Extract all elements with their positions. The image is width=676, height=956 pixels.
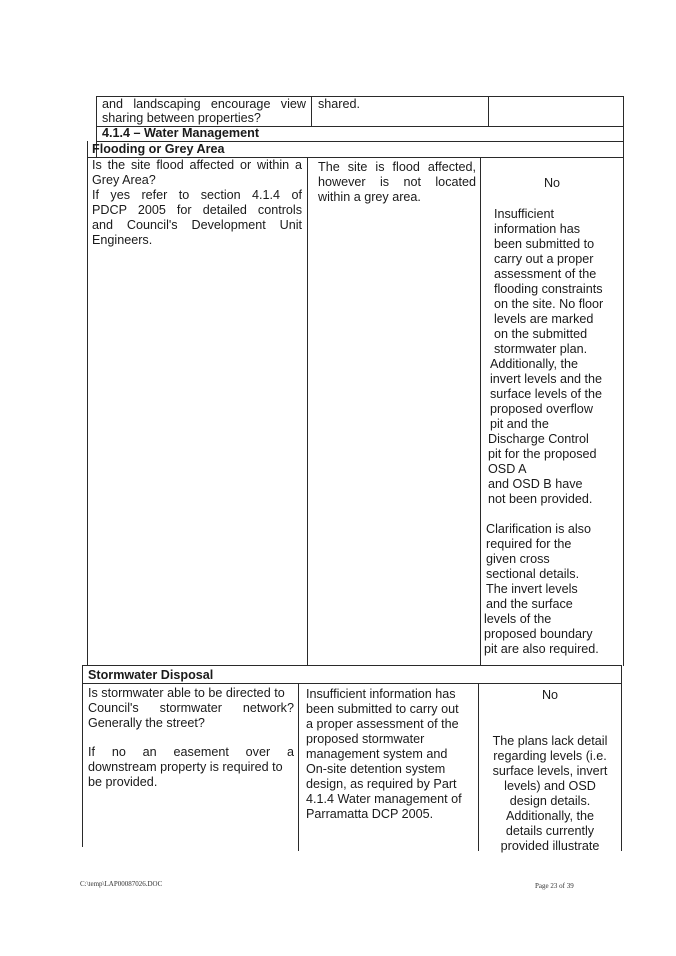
flooding-compliance: No bbox=[543, 176, 561, 190]
table-border bbox=[307, 157, 308, 665]
stormwater-question-line: Generally the street? bbox=[88, 716, 205, 730]
top-row-question-line: sharing between properties? bbox=[102, 111, 261, 125]
table-border bbox=[488, 96, 489, 127]
stormwater-response-line: On-site detention system bbox=[306, 762, 446, 776]
flooding-comment-line: flooding constraints bbox=[494, 282, 603, 296]
stormwater-comment-line: Additionally, the bbox=[506, 809, 594, 823]
flooding-comment-line: levels of the bbox=[484, 612, 552, 626]
flooding-comment-line: Additionally, the bbox=[490, 357, 578, 371]
flooding-comment-line: assessment of the bbox=[494, 267, 597, 281]
flooding-comment-line: required for the bbox=[486, 537, 572, 551]
stormwater-comment-line: details currently bbox=[505, 824, 595, 838]
flooding-question-line: and Council's Development Unit bbox=[92, 218, 302, 232]
flooding-comment-line: been submitted to bbox=[494, 237, 595, 251]
flooding-question-line: Grey Area? bbox=[92, 173, 156, 187]
flooding-comment-line: proposed overflow bbox=[490, 402, 593, 416]
flooding-comment-line: on the site. No floor bbox=[494, 297, 604, 311]
table-border bbox=[480, 157, 481, 665]
flooding-comment-line: Insufficient bbox=[494, 207, 554, 221]
stormwater-question-line: If no an easement over a bbox=[88, 745, 294, 759]
flooding-comment-line: and OSD B have bbox=[488, 477, 583, 491]
flooding-question-line: If yes refer to section 4.1.4 of bbox=[92, 188, 302, 202]
flooding-comment-line: not been provided. bbox=[488, 492, 593, 506]
flooding-comment-line: pit and the bbox=[490, 417, 549, 431]
flooding-comment-line: pit are also required. bbox=[484, 642, 599, 656]
flooding-comment-line: surface levels of the bbox=[490, 387, 603, 401]
stormwater-comment-line: surface levels, invert bbox=[492, 764, 608, 778]
table-border bbox=[82, 683, 622, 684]
flooding-response-line: within a grey area. bbox=[318, 190, 421, 204]
stormwater-comment-line: levels) and OSD bbox=[504, 779, 596, 793]
top-row-response: shared. bbox=[318, 97, 361, 111]
stormwater-heading: Stormwater Disposal bbox=[88, 668, 214, 682]
stormwater-comment-line: regarding levels (i.e. bbox=[493, 749, 607, 763]
table-border bbox=[311, 96, 312, 127]
footer-file-path: C:\temp\LAP00087026.DOC bbox=[80, 880, 163, 888]
flooding-response-line: The site is flood affected, bbox=[318, 160, 476, 174]
table-border bbox=[623, 96, 624, 666]
flooding-comment-line: pit for the proposed bbox=[488, 447, 597, 461]
table-border bbox=[621, 665, 622, 851]
flooding-comment-line: proposed boundary bbox=[484, 627, 593, 641]
flooding-comment-line: sectional details. bbox=[486, 567, 580, 581]
flooding-question-line: Is the site flood affected or within a bbox=[92, 158, 302, 172]
flooding-comment-line: OSD A bbox=[488, 462, 527, 476]
flooding-comment-line: Clarification is also bbox=[486, 522, 591, 536]
flooding-response-line: however is not located bbox=[318, 175, 476, 189]
stormwater-response-line: been submitted to carry out bbox=[306, 702, 459, 716]
flooding-comment-line: and the surface bbox=[486, 597, 573, 611]
table-border bbox=[298, 683, 299, 851]
flooding-comment-line: levels are marked bbox=[494, 312, 594, 326]
flooding-question-line: Engineers. bbox=[92, 233, 153, 247]
stormwater-response-line: design, as required by Part bbox=[306, 777, 457, 791]
flooding-comment-line: carry out a proper bbox=[494, 252, 594, 266]
stormwater-question-line: be provided. bbox=[88, 775, 158, 789]
stormwater-comment-line: provided illustrate bbox=[500, 839, 600, 853]
stormwater-response-line: a proper assessment of the bbox=[306, 717, 459, 731]
flooding-comment-line: The invert levels bbox=[486, 582, 578, 596]
top-row-question-line: and landscaping encourage view bbox=[102, 97, 306, 111]
stormwater-question-line: Council's stormwater network? bbox=[88, 701, 294, 715]
flooding-comment-line: stormwater plan. bbox=[494, 342, 588, 356]
stormwater-response-line: Parramatta DCP 2005. bbox=[306, 807, 434, 821]
footer-page-number: Page 23 of 39 bbox=[535, 882, 574, 890]
flooding-comment-line: given cross bbox=[486, 552, 550, 566]
flooding-comment-line: information has bbox=[494, 222, 581, 236]
table-border bbox=[82, 665, 83, 847]
flooding-comment-line: on the submitted bbox=[494, 327, 588, 341]
stormwater-question-line: Is stormwater able to be directed to bbox=[88, 686, 285, 700]
stormwater-response-line: management system and bbox=[306, 747, 448, 761]
table-border bbox=[87, 141, 88, 665]
stormwater-comment-line: design details. bbox=[509, 794, 591, 808]
stormwater-response-line: 4.1.4 Water management of bbox=[306, 792, 462, 806]
table-border bbox=[82, 665, 622, 666]
stormwater-response-line: Insufficient information has bbox=[306, 687, 456, 701]
flooding-question-line: PDCP 2005 for detailed controls bbox=[92, 203, 302, 217]
section-heading: 4.1.4 – Water Management bbox=[102, 126, 260, 140]
stormwater-comment-line: The plans lack detail bbox=[492, 734, 608, 748]
flooding-comment-line: Discharge Control bbox=[488, 432, 589, 446]
flooding-heading: Flooding or Grey Area bbox=[92, 142, 225, 156]
flooding-comment-line: invert levels and the bbox=[490, 372, 603, 386]
stormwater-question-line: downstream property is required to bbox=[88, 760, 283, 774]
stormwater-compliance: No bbox=[541, 688, 559, 702]
stormwater-response-line: proposed stormwater bbox=[306, 732, 425, 746]
